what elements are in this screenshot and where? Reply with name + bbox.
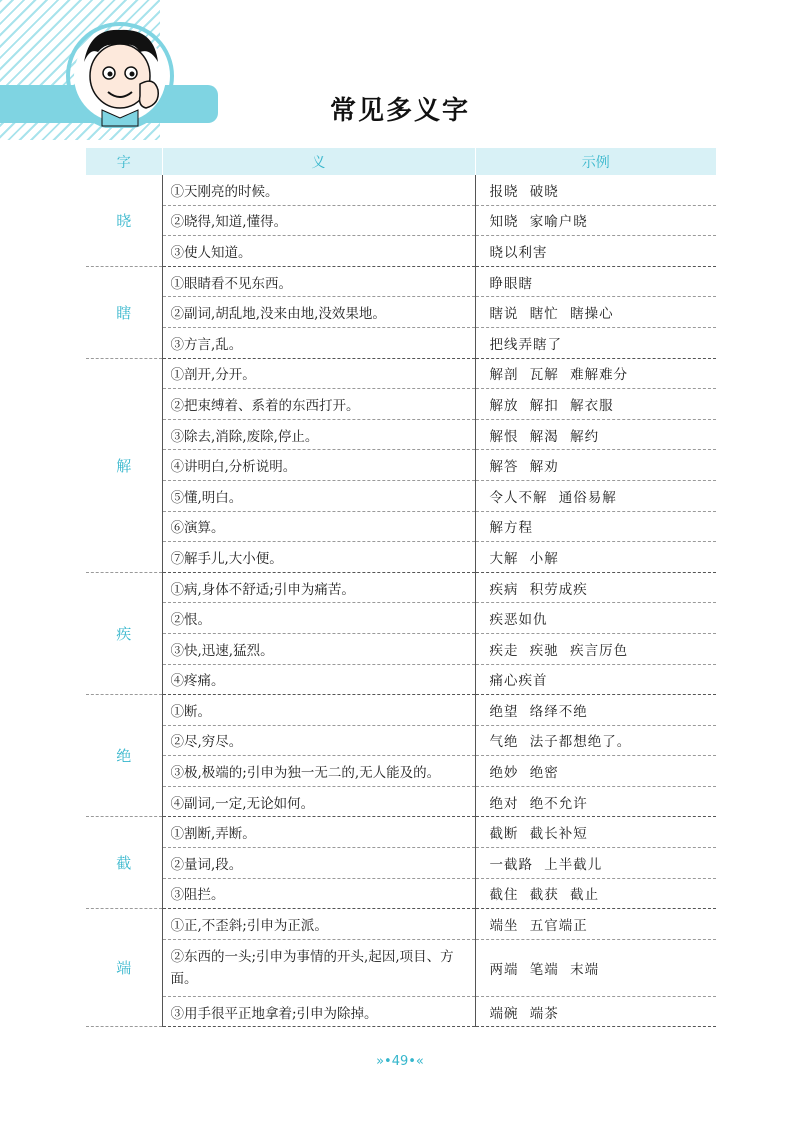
example-cell: 气绝 法子都想绝了。 — [475, 725, 716, 756]
table-row — [86, 480, 716, 511]
meaning-cell: ⑦解手儿,大小便。 — [162, 542, 475, 573]
char-cell: 解 — [86, 358, 162, 572]
char-cell: 截 — [86, 817, 162, 909]
meaning-cell: ②量词,段。 — [162, 848, 475, 879]
example-cell: 睁眼瞎 — [475, 266, 716, 297]
example-cell: 绝望 络绎不绝 — [475, 695, 716, 726]
example-cell: 瞎说 瞎忙 瞎操心 — [475, 297, 716, 328]
table-row — [86, 786, 716, 817]
example-cell: 端坐 五官端正 — [475, 909, 716, 940]
char-cell: 瞎 — [86, 266, 162, 358]
example-cell: 知晓 家喻户晓 — [475, 205, 716, 236]
meaning-cell: ④副词,一定,无论如何。 — [162, 786, 475, 817]
table-row — [86, 236, 716, 267]
meaning-cell: ②把束缚着、系着的东西打开。 — [162, 389, 475, 420]
table-row — [86, 358, 716, 389]
example-cell: 痛心疾首 — [475, 664, 716, 695]
meaning-cell: ③阻拦。 — [162, 878, 475, 909]
example-cell: 疾病 积劳成疾 — [475, 572, 716, 603]
table-row — [86, 909, 716, 940]
table-row — [86, 542, 716, 573]
table-row — [86, 205, 716, 236]
meaning-cell: ②东西的一头;引申为事情的开头,起因,项目、方面。 — [162, 939, 475, 996]
table-row — [86, 633, 716, 664]
example-cell: 把线弄瞎了 — [475, 327, 716, 358]
example-cell: 疾恶如仇 — [475, 603, 716, 634]
char-cell: 端 — [86, 909, 162, 1027]
example-cell: 解恨 解渴 解约 — [475, 419, 716, 450]
meaning-cell: ⑤懂,明白。 — [162, 480, 475, 511]
example-cell: 一截路 上半截儿 — [475, 848, 716, 879]
example-cell: 绝妙 绝密 — [475, 756, 716, 787]
table-row — [86, 817, 716, 848]
meaning-cell: ③用手很平正地拿着;引申为除掉。 — [162, 996, 475, 1027]
table-row — [86, 450, 716, 481]
page-number-text: 49 — [391, 1054, 409, 1069]
table-row — [86, 511, 716, 542]
example-cell: 解答 解劝 — [475, 450, 716, 481]
table-row — [86, 725, 716, 756]
example-cell: 解放 解扣 解衣服 — [475, 389, 716, 420]
header-char: 字 — [86, 148, 162, 175]
meaning-cell: ②恨。 — [162, 603, 475, 634]
meaning-cell: ⑥演算。 — [162, 511, 475, 542]
table-row — [86, 327, 716, 358]
meaning-cell: ①病,身体不舒适;引申为痛苦。 — [162, 572, 475, 603]
meaning-cell: ①眼睛看不见东西。 — [162, 266, 475, 297]
meaning-cell: ③方言,乱。 — [162, 327, 475, 358]
table-row — [86, 756, 716, 787]
example-cell: 晓以利害 — [475, 236, 716, 267]
table-body — [86, 175, 716, 1027]
table-row — [86, 939, 716, 996]
meaning-cell: ②副词,胡乱地,没来由地,没效果地。 — [162, 297, 475, 328]
meaning-cell: ③除去,消除,废除,停止。 — [162, 419, 475, 450]
example-cell: 疾走 疾驰 疾言厉色 — [475, 633, 716, 664]
page-mark-left-icon: »• — [376, 1054, 392, 1069]
header-example: 示例 — [475, 148, 716, 175]
table-row — [86, 603, 716, 634]
char-cell: 晓 — [86, 175, 162, 266]
meaning-cell: ④疼痛。 — [162, 664, 475, 695]
table-row — [86, 297, 716, 328]
polysemy-table — [86, 148, 716, 1027]
meaning-cell: ①断。 — [162, 695, 475, 726]
example-cell: 解方程 — [475, 511, 716, 542]
example-cell: 大解 小解 — [475, 542, 716, 573]
example-cell: 报晓 破晓 — [475, 175, 716, 205]
example-cell: 令人不解 通俗易解 — [475, 480, 716, 511]
example-cell: 绝对 绝不允许 — [475, 786, 716, 817]
meaning-cell: ①割断,弄断。 — [162, 817, 475, 848]
table-row — [86, 175, 716, 205]
example-cell: 截住 截获 截止 — [475, 878, 716, 909]
page-mark-right-icon: •« — [408, 1054, 424, 1069]
meaning-cell: ④讲明白,分析说明。 — [162, 450, 475, 481]
char-cell: 疾 — [86, 572, 162, 694]
meaning-cell: ①正,不歪斜;引申为正派。 — [162, 909, 475, 940]
table-row — [86, 664, 716, 695]
meaning-cell: ③极,极端的;引申为独一无二的,无人能及的。 — [162, 756, 475, 787]
meaning-cell: ①天刚亮的时候。 — [162, 175, 475, 205]
meaning-cell: ②尽,穷尽。 — [162, 725, 475, 756]
table-row — [86, 848, 716, 879]
table-row — [86, 266, 716, 297]
char-cell: 绝 — [86, 695, 162, 817]
example-cell: 解剖 瓦解 难解难分 — [475, 358, 716, 389]
table-row — [86, 419, 716, 450]
table-row — [86, 996, 716, 1027]
header-meaning: 义 — [162, 148, 475, 175]
table-row — [86, 695, 716, 726]
table-row — [86, 572, 716, 603]
meaning-cell: ③快,迅速,猛烈。 — [162, 633, 475, 664]
page-title: 常见多义字 — [329, 96, 470, 126]
table-row — [86, 389, 716, 420]
meaning-cell: ③使人知道。 — [162, 236, 475, 267]
table-header-row — [86, 148, 716, 175]
example-cell: 截断 截长补短 — [475, 817, 716, 848]
polysemy-table-container — [86, 148, 716, 1027]
table-row — [86, 878, 716, 909]
example-cell: 端碗 端茶 — [475, 996, 716, 1027]
page-number — [0, 1054, 800, 1069]
meaning-cell: ②晓得,知道,懂得。 — [162, 205, 475, 236]
example-cell: 两端 笔端 末端 — [475, 939, 716, 996]
meaning-cell: ①剖开,分开。 — [162, 358, 475, 389]
